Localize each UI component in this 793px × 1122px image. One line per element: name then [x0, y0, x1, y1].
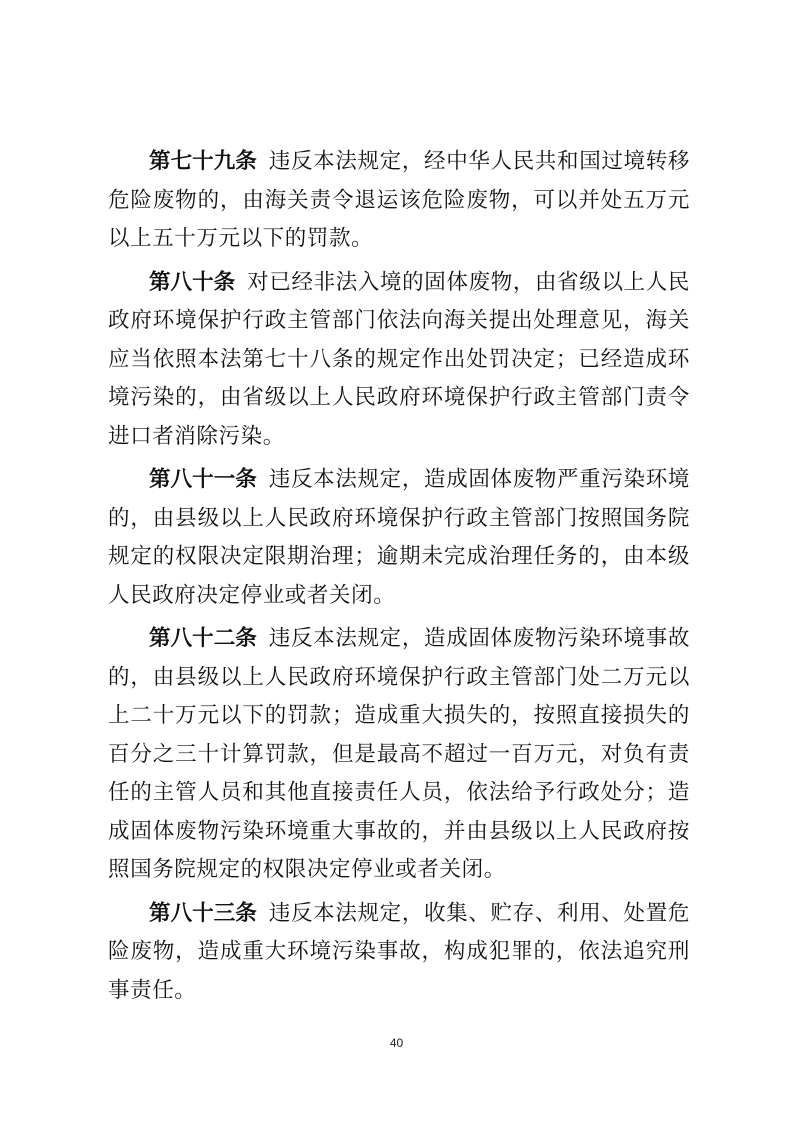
page-number: 40	[389, 1036, 404, 1050]
document-body	[108, 143, 690, 1015]
article-text: 对已经非法入境的固体废物，由省级以上人民政府环境保护行政主管部门依法向海关提出处理意见，海关应当依照本法第七十八条的规定作出处罚决定；已经造成环境污染的，由省级以上人民政府环境保护行政主管部门责令进口者消除污染。	[108, 269, 690, 449]
article-80	[108, 264, 690, 457]
article-text: 违反本法规定，造成固体废物严重污染环境的，由县级以上人民政府环境保护行政主管部门按照国务院规定的权限决定限期治理；逾期未完成治理任务的，由本级人民政府决定停业或者关闭。	[108, 467, 690, 608]
article-83	[108, 895, 690, 1011]
article-number: 第七十九条	[149, 149, 257, 174]
article-text: 违反本法规定，经中华人民共和国过境转移危险废物的，由海关责令退运该危险废物，可以并处五万元以上五十万元以下的罚款。	[108, 149, 690, 251]
article-82	[108, 620, 690, 890]
article-81	[108, 461, 690, 615]
article-text: 违反本法规定，造成固体废物污染环境事故的，由县级以上人民政府环境保护行政主管部门处二万元以上二十万元以下的罚款；造成重大损失的，按照直接损失的百分之三十计算罚款，但是最高不超过一百万元，对负有责任的主管人员和其他直接责任人员，依法给予行政处分；造成固体废物污染环境重大事故的，并由县级以上人民政府按照国务院规定的权限决定停业或者关闭。	[108, 626, 690, 882]
article-text: 违反本法规定，收集、贮存、利用、处置危险废物，造成重大环境污染事故，构成犯罪的，依法追究刑事责任。	[108, 900, 690, 1003]
article-number: 第八十二条	[149, 626, 257, 651]
article-79	[108, 143, 690, 259]
article-number: 第八十条	[149, 269, 236, 295]
article-number: 第八十一条	[149, 467, 257, 492]
article-number: 第八十三条	[149, 900, 257, 926]
